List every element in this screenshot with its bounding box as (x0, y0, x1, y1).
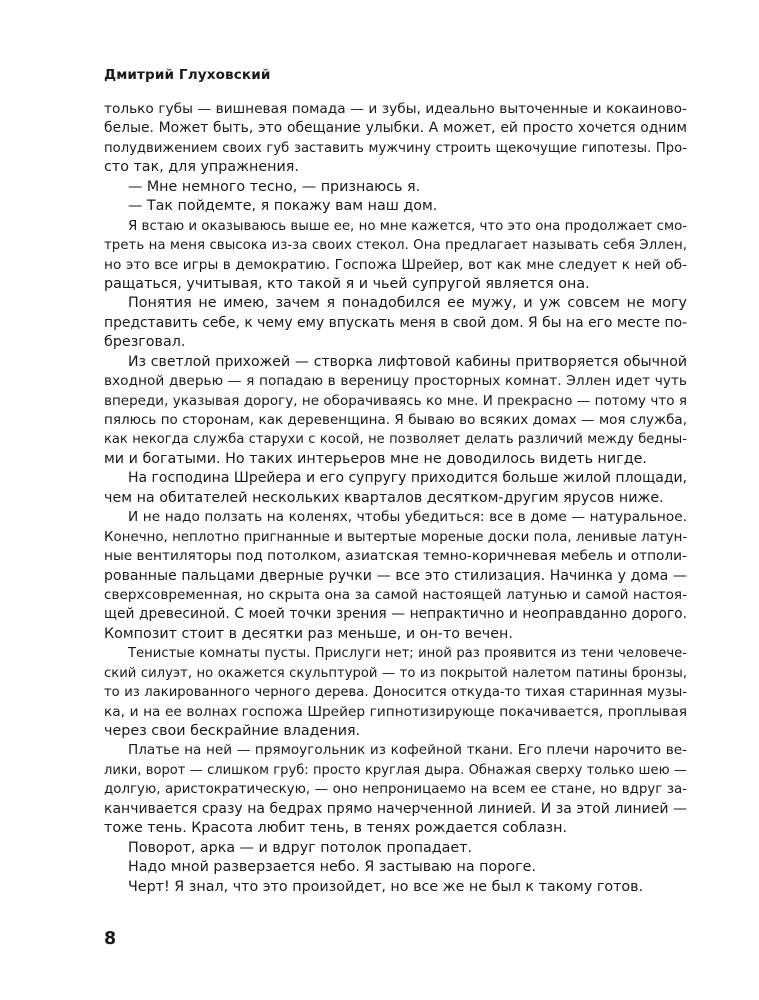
text-line: щей древесиной. С моей точки зрения — непрактично и неоправданно дорого. (104, 606, 687, 623)
text-line: пялюсь по сторонам, как деревенщина. Я бываю во всяких домах — моя служба, (104, 412, 687, 428)
text-line: ский силуэт, но окажется скульптурой — то из покрытой налетом патины бронзы, (104, 665, 687, 681)
text-line: через свои бескрайние владения. (104, 723, 361, 739)
text-line: Тенистые комнаты пусты. Прислуги нет; иной раз проявится из тени человече- (128, 646, 687, 662)
text-line: Я встаю и оказываюсь выше ее, но мне кажется, что это она продолжает смо- (128, 218, 688, 234)
text-line: но это все игры в демократию. Госпожа Шрейер, вот как мне следует к ней об- (104, 256, 687, 273)
text-line: как некогда служба старухи с косой, не позволяет делать различий между бедны- (104, 432, 687, 448)
text-line: представить себе, к чему ему впускать меня в свой дом. Я бы на его месте по- (104, 314, 688, 331)
text-line: тоже тень. Красота любит тень, в тенях рождается соблазн. (104, 820, 567, 837)
text-line: Черт! Я знал, что это произойдет, но все же не был к такому готов. (128, 878, 644, 895)
text-line: сто так, для упражнения. (104, 159, 299, 176)
text-line: треть на меня свысока из-за своих стекол. Она предлагает называть себя Эллен, (104, 238, 687, 254)
text-line: ми и богатыми. Но таких интерьеров мне не доводилось видеть нигде. (104, 450, 647, 467)
text-line: Конечно, неплотно пригнанные и вытертые мореные доски пола, ленивые латун- (104, 529, 688, 545)
text-line: — Мне немного тесно, — признаюсь я. (128, 178, 421, 195)
text-line: сверхсовременная, но скрыта она за самой настоящей латунью и самой настоя- (104, 586, 687, 603)
text-line: брезговал. (104, 334, 186, 351)
text-line: полудвижением своих губ заставить мужчину строить щекочущие гипотезы. Про- (104, 140, 687, 156)
text-line: рованные пальцами дверные ручки — все это стилизация. Начинка у дома — (104, 567, 687, 584)
text-line: чем на обитателей нескольких кварталов десятком-другим ярусов ниже. (104, 489, 664, 506)
text-line: канчивается сразу на бедрах прямо начерченной линией. И за этой линией — (104, 800, 687, 817)
running-head-author: Дмитрий Глуховский (104, 67, 271, 83)
text-line: — Так пойдемте, я покажу вам наш дом. (128, 198, 438, 215)
text-line: Понятия не имею, зачем я понадобился ее мужу, и уж совсем не могу (128, 295, 687, 312)
text-line: долгую, аристократическую, — оно непроницаемо на всем ее стане, но вдруг за- (104, 782, 687, 798)
text-line: Из светлой прихожей — створка лифтовой кабины притворяется обычной (128, 353, 687, 370)
text-line: И не надо ползать на коленях, чтобы убедиться: все в доме — натуральное. (128, 509, 687, 526)
text-line: только губы — вишневая помада — и зубы, идеально выточенные и кокаиново- (104, 101, 687, 117)
text-line: Композит стоит в десятки раз меньше, и он-то вечен. (104, 625, 513, 642)
body-text (104, 100, 687, 897)
text-line: белые. Может быть, это обещание улыбки. А может, ей просто хочется одним (104, 120, 687, 137)
text-line: ка, и на ее волнах госпожа Шрейер гипнотизирующе покачивается, проплывая (104, 703, 687, 720)
text-line: ращаться, учитывая, кто такой я и чьей супругой является она. (104, 275, 590, 292)
text-line: входной дверью — я попадаю в вереницу просторных комнат. Эллен идет чуть (104, 373, 687, 390)
text-line: Платье на ней — прямоугольник из кофейной ткани. Его плечи нарочито ве- (128, 742, 687, 759)
text-line: то из лакированного черного дерева. Доносится откуда-то тихая старинная музы- (104, 685, 687, 701)
text-line: впереди, указывая дорогу, не оборачиваясь ко мне. И прекрасно — потому что я (104, 392, 687, 409)
text-line: Надо мной разверзается небо. Я застываю на пороге. (128, 859, 536, 876)
text-line: Поворот, арка — и вдруг потолок пропадает. (128, 839, 473, 856)
text-line: лики, ворот — слишком груб: просто круглая дыра. Обнажая сверху только шею — (104, 762, 687, 778)
text-line: ные вентиляторы под потолком, азиатская темно-коричневая мебель и отполи- (104, 548, 687, 565)
page-number: 8 (104, 929, 117, 949)
text-line: На господина Шрейера и его супругу приходится больше жилой площади, (128, 470, 688, 487)
